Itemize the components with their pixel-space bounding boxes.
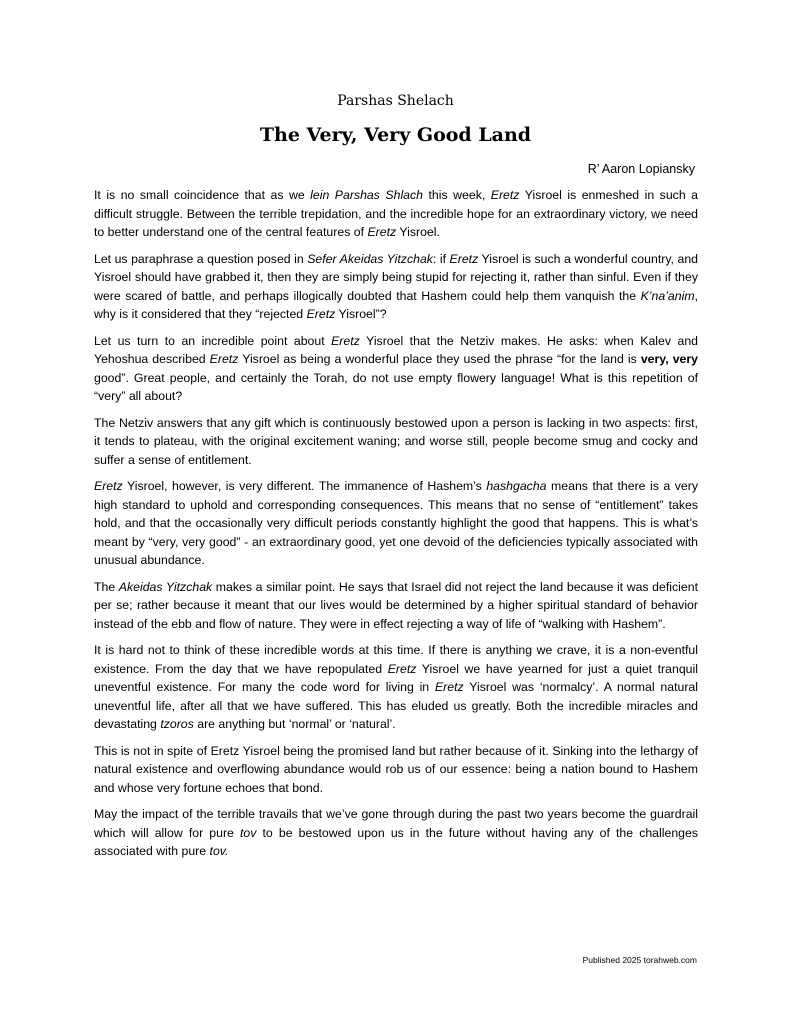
italic-term: Sefer Akeidas Yitzchak [307, 251, 433, 266]
text-run: It is no small coincidence that as we [94, 188, 311, 202]
italic-term: tov [240, 825, 257, 840]
article-title: The Very, Very Good Land [259, 124, 532, 146]
text-run: Yisroel, however, is very different. The immanence of Hashem’s [122, 479, 487, 493]
italic-term: Eretz [387, 661, 417, 676]
text-run: : if [432, 251, 450, 266]
text-run: Yisroel”? [335, 307, 387, 321]
article-body [94, 186, 698, 869]
paragraph [94, 186, 698, 242]
text-run: Yisroel was ‘normalcy’. A normal natural uneventful life, after all that we have suffered. This has eluded us greatly. Both the incredible miracles and devastating [94, 680, 699, 731]
bold-emphasis: very, very [640, 352, 698, 366]
italic-term: tzoros [160, 717, 194, 731]
text-run: Let us turn to an incredible point about [94, 333, 332, 348]
paragraph [94, 641, 698, 734]
italic-term: Eretz [331, 333, 360, 348]
paragraph [94, 805, 698, 861]
text-run: Yisroel. [396, 225, 440, 239]
italic-term: Eretz [94, 479, 123, 493]
italic-term: Eretz [306, 307, 336, 321]
text-run: means that there is a very high standard to uphold and corresponding consequences. This means that no sense of “entitlement” takes hold, and that the occasionally very difficult periods constantly highlight the good that happens. This is what’s meant by “very, very good” - an extraordinary good, yet one devoid of the deficiencies typically associated with unusual abundance. [94, 479, 698, 567]
italic-term: Eretz [449, 251, 479, 266]
italic-term: Eretz [490, 188, 520, 202]
paragraph [94, 477, 698, 570]
text-run: good”. Great people, and certainly the Torah, do not use empty flowery language! What is this repetition of “very” all about? [94, 370, 698, 403]
text-run: Let us paraphrase a question posed in [94, 251, 308, 266]
text-run: Yisroel is enmeshed in such a difficult struggle. Between the terrible trepidation, and the incredible hope for an extraordinary victory, we need to better understand one of the central features of [94, 188, 698, 239]
text-run: It is hard not to think of these incredible words at this time. If there is anything we crave, it is a non-eventful existence. From the day that we have repopulated [94, 643, 698, 676]
text-run: May the impact of the terrible travails that we’ve gone through during the past two years become the guardrail which will allow for pure [94, 807, 698, 840]
italic-term: K’na’anim [640, 288, 695, 303]
paragraph [94, 414, 698, 470]
text-run: makes a similar point. He says that Israel did not reject the land because it was deficient per se; rather because it meant that our lives would be determined by a higher spiritual standard of behavior instead of the ebb and flow of nature. They were in effect rejecting a way of life of “walking with Hashem”. [94, 579, 698, 631]
text-run: , why is it considered that they “rejected [94, 288, 698, 321]
text-run: are anything but ‘normal’ or ‘natural’. [193, 717, 396, 731]
italic-term: Eretz [367, 225, 397, 239]
italic-term: Eretz [434, 680, 464, 694]
text-run: Yisroel that the Netziv makes. He asks: when Kalev and Yehoshua described [94, 333, 699, 366]
text-run: this week, [423, 188, 491, 202]
parsha-name: Parshas Shelach [337, 93, 454, 109]
italic-term: tov. [209, 844, 229, 858]
author-name: R’ Aaron Lopiansky [587, 162, 695, 176]
text-run: The Netziv answers that any gift which is continuously bestowed upon a person is lacking in two aspects: first, it tends to plateau, with the original excitement waning; and worse still, people become smug and cocky and suffer a sense of entitlement. [94, 415, 698, 467]
paragraph [94, 250, 698, 324]
italic-term: lein Parshas Shlach [310, 188, 424, 202]
text-run: This is not in spite of Eretz Yisroel being the promised land but rather because of it. Sinking into the lethargy of natural existence and overflowing abundance would rob us of our essence: being a nation bound to Hashem and whose very fortune echoes that bond. [94, 743, 698, 795]
text-run: Yisroel as being a wonderful place they used the phrase “for the land is [238, 352, 641, 366]
text-run: to be bestowed upon us in the future without having any of the challenges associated with pure [94, 825, 698, 858]
paragraph [94, 578, 698, 634]
publication-footer: Published 2025 torahweb.com [582, 955, 697, 965]
italic-term: Eretz [209, 352, 239, 366]
text-run: Yisroel is such a wonderful country, and Yisroel should have grabbed it, then they are simply being stupid for rejecting it, rather than sinful. Even if they were scared of battle, and perhaps illogically doubted that Hashem could help them vanquish the [94, 251, 698, 303]
italic-term: Akeidas Yitzchak [118, 579, 213, 594]
italic-term: hashgacha [486, 479, 547, 493]
text-run: The [94, 579, 119, 594]
paragraph [94, 332, 698, 406]
paragraph [94, 742, 698, 798]
text-run: Yisroel we have yearned for just a quiet tranquil uneventful existence. For many the code word for living in [94, 661, 698, 694]
